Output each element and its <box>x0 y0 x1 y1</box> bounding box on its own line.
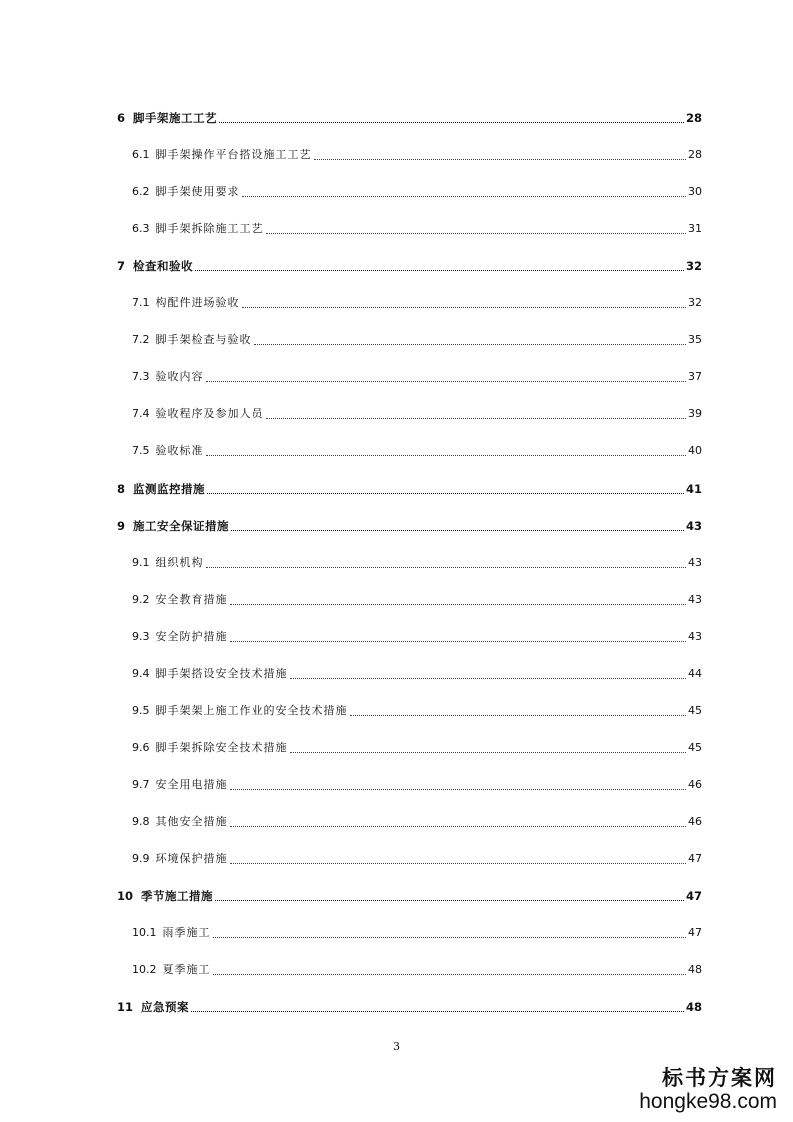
toc-section-entry[interactable] <box>132 330 702 350</box>
watermark-name: 标书方案网 <box>662 1065 777 1090</box>
toc-entry-page: 45 <box>688 703 702 717</box>
toc-chapter-entry[interactable] <box>117 997 702 1017</box>
toc-entry-title: 雨季施工 <box>162 926 211 940</box>
toc-entry-title: 其他安全措施 <box>155 814 228 828</box>
toc-entry-page: 40 <box>688 444 702 458</box>
toc-dot-leader <box>191 1011 684 1012</box>
toc-entry-number: 9.7 <box>132 777 150 791</box>
toc-dot-leader <box>230 641 687 642</box>
toc-section-entry[interactable] <box>132 553 702 573</box>
toc-entry-number: 7.1 <box>132 296 150 310</box>
toc-entry-title: 施工安全保证措施 <box>133 518 230 533</box>
toc-entry-title: 脚手架架上施工作业的安全技术措施 <box>155 703 348 717</box>
toc-entry-number: 7 <box>117 259 126 274</box>
toc-dot-leader <box>230 826 687 827</box>
toc-entry-number: 11 <box>117 1000 134 1015</box>
toc-entry-page: 47 <box>688 926 702 940</box>
toc-entry-page: 32 <box>685 259 702 274</box>
toc-chapter-entry[interactable] <box>117 516 702 536</box>
toc-entry-title: 脚手架搭设安全技术措施 <box>155 666 288 680</box>
toc-dot-leader <box>314 159 687 160</box>
toc-chapter-entry[interactable] <box>117 886 702 906</box>
toc-dot-leader <box>242 307 687 308</box>
toc-dot-leader <box>350 715 687 716</box>
toc-entry-title: 检查和验收 <box>133 259 194 274</box>
toc-entry-page: 43 <box>688 592 702 606</box>
toc-entry-title: 应急预案 <box>141 1000 190 1015</box>
toc-entry-page: 30 <box>688 185 702 199</box>
toc-section-entry[interactable] <box>132 775 702 795</box>
toc-entry-page: 32 <box>688 296 702 310</box>
toc-entry-number: 10 <box>117 889 134 904</box>
toc-entry-title: 季节施工措施 <box>141 889 214 904</box>
toc-dot-leader <box>213 974 687 975</box>
toc-dot-leader <box>207 493 684 494</box>
toc-dot-leader <box>266 418 687 419</box>
toc-section-entry[interactable] <box>132 923 702 943</box>
toc-entry-title: 脚手架操作平台搭设施工工艺 <box>155 148 312 162</box>
toc-entry-page: 44 <box>688 666 702 680</box>
toc-entry-title: 监测监控措施 <box>133 481 206 496</box>
toc-entry-title: 脚手架检查与验收 <box>155 333 252 347</box>
toc-entry-number: 6 <box>117 111 126 125</box>
toc-entry-title: 脚手架施工工艺 <box>133 111 218 125</box>
toc-entry-page: 35 <box>688 333 702 347</box>
toc-dot-leader <box>230 789 687 790</box>
toc-entry-page: 28 <box>685 111 702 125</box>
toc-section-entry[interactable] <box>132 812 702 832</box>
toc-dot-leader <box>242 196 687 197</box>
toc-dot-leader <box>266 233 687 234</box>
toc-entry-number: 9.1 <box>132 555 150 569</box>
toc-entry-page: 43 <box>685 518 702 533</box>
toc-section-entry[interactable] <box>132 404 702 424</box>
toc-entry-number: 9.9 <box>132 852 150 865</box>
toc-section-entry[interactable] <box>132 849 702 869</box>
toc-dot-leader <box>195 270 684 271</box>
toc-section-entry[interactable] <box>132 145 702 165</box>
toc-entry-title: 验收程序及参加人员 <box>155 407 264 421</box>
toc-section-entry[interactable] <box>132 627 702 647</box>
toc-dot-leader <box>206 567 687 568</box>
toc-entry-number: 9.5 <box>132 703 150 717</box>
toc-entry-number: 9.3 <box>132 629 150 643</box>
toc-entry-page: 39 <box>688 407 702 421</box>
toc-dot-leader <box>254 344 687 345</box>
toc-entry-number: 9.2 <box>132 592 150 606</box>
toc-entry-title: 脚手架使用要求 <box>155 185 240 199</box>
toc-entry-number: 10.2 <box>132 963 157 977</box>
toc-entry-title: 脚手架拆除安全技术措施 <box>155 740 288 754</box>
toc-chapter-entry[interactable] <box>117 108 702 128</box>
toc-section-entry[interactable] <box>132 701 702 721</box>
page-number: 3 <box>393 1040 400 1053</box>
toc-entry-number: 9.6 <box>132 740 150 754</box>
toc-chapter-entry[interactable] <box>117 256 702 276</box>
toc-entry-title: 安全用电措施 <box>155 777 228 791</box>
toc-entry-title: 验收内容 <box>155 370 204 384</box>
toc-entry-page: 31 <box>688 222 702 236</box>
toc-entry-page: 47 <box>688 852 702 865</box>
toc-dot-leader <box>290 752 687 753</box>
toc-section-entry[interactable] <box>132 664 702 684</box>
toc-entry-number: 7.5 <box>132 444 150 458</box>
toc-entry-page: 37 <box>688 370 702 384</box>
toc-entry-page: 43 <box>688 555 702 569</box>
toc-entry-title: 组织机构 <box>155 555 204 569</box>
toc-dot-leader <box>215 900 684 901</box>
toc-entry-number: 9.4 <box>132 666 150 680</box>
toc-entry-page: 28 <box>688 148 702 162</box>
toc-entry-page: 47 <box>685 889 702 904</box>
toc-entry-number: 10.1 <box>132 926 157 940</box>
toc-entry-title: 构配件进场验收 <box>155 296 240 310</box>
toc-entry-number: 6.2 <box>132 185 150 199</box>
toc-entry-title: 环境保护措施 <box>155 852 228 865</box>
toc-section-entry[interactable] <box>132 960 702 980</box>
toc-section-entry[interactable] <box>132 219 702 239</box>
toc-dot-leader <box>213 937 687 938</box>
watermark-domain: hongke98.com <box>639 1090 777 1113</box>
toc-entry-title: 安全教育措施 <box>155 592 228 606</box>
toc-entry-number: 8 <box>117 481 126 496</box>
toc-entry-page: 48 <box>688 963 702 977</box>
toc-entry-number: 6.3 <box>132 222 150 236</box>
watermark <box>639 1066 777 1114</box>
toc-entry-page: 45 <box>688 740 702 754</box>
toc-entry-title: 验收标准 <box>155 444 204 458</box>
toc-dot-leader <box>230 863 687 864</box>
toc-entry-title: 夏季施工 <box>162 963 211 977</box>
toc-dot-leader <box>219 122 684 123</box>
toc-section-entry[interactable] <box>132 367 702 387</box>
toc-entry-title: 安全防护措施 <box>155 629 228 643</box>
toc-section-entry[interactable] <box>132 590 702 610</box>
toc-entry-page: 46 <box>688 777 702 791</box>
toc-entry-page: 46 <box>688 814 702 828</box>
toc-section-entry[interactable] <box>132 293 702 313</box>
toc-dot-leader <box>231 530 684 531</box>
toc-dot-leader <box>230 604 687 605</box>
toc-entry-number: 9.8 <box>132 814 150 828</box>
toc-entry-number: 7.4 <box>132 407 150 421</box>
toc-section-entry[interactable] <box>132 738 702 758</box>
toc-entry-page: 48 <box>685 1000 702 1015</box>
toc-section-entry[interactable] <box>132 182 702 202</box>
toc-section-entry[interactable] <box>132 441 702 461</box>
toc-dot-leader <box>206 455 687 456</box>
toc-entry-title: 脚手架拆除施工工艺 <box>155 222 264 236</box>
toc-entry-page: 41 <box>685 481 702 496</box>
toc-entry-number: 7.2 <box>132 333 150 347</box>
toc-entry-number: 7.3 <box>132 370 150 384</box>
toc-entry-page: 43 <box>688 629 702 643</box>
toc-chapter-entry[interactable] <box>117 479 702 499</box>
toc-entry-number: 9 <box>117 518 126 533</box>
toc-entry-number: 6.1 <box>132 148 150 162</box>
toc-dot-leader <box>290 678 687 679</box>
toc-dot-leader <box>206 381 687 382</box>
